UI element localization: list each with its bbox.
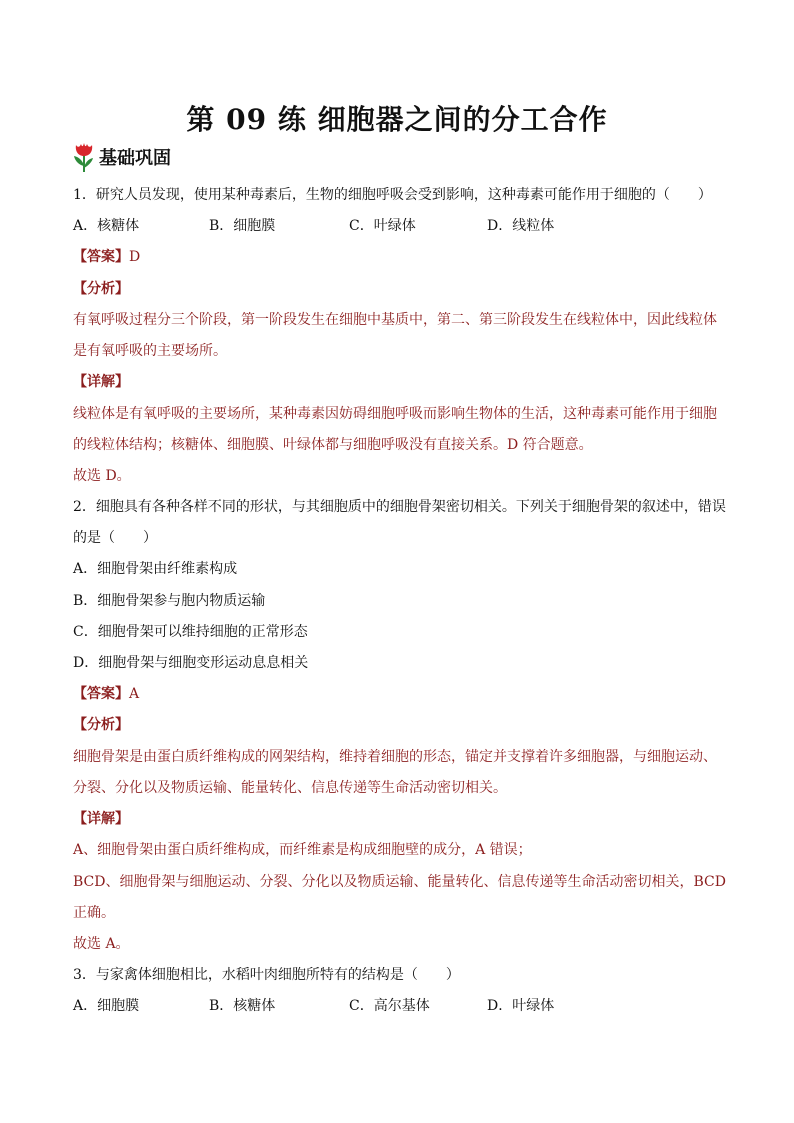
q3-stem: 3．与家禽体细胞相比，水稻叶肉细胞所特有的结构是（ ） — [73, 967, 460, 983]
q3-option-a: A．细胞膜 — [73, 998, 140, 1014]
q1-option-b: B．细胞膜 — [209, 218, 276, 234]
q1-analysis-line-1: 有氧呼吸过程分三个阶段，第一阶段发生在细胞中基质中，第二、第三阶段发生在线粒体中，因此线粒体 — [73, 312, 717, 328]
q1-analysis-tag: 【分析】 — [73, 281, 129, 297]
q2-option-b: B．细胞骨架参与胞内物质运输 — [73, 593, 266, 609]
page-title: 第 09 练 细胞器之间的分工合作 — [186, 103, 608, 136]
q2-detail-line-2: BCD、细胞骨架与细胞运动、分裂、分化以及物质运输、能量转化、信息传递等生命活动密切相关，BCD — [73, 874, 726, 890]
q1-option-a: A．核糖体 — [73, 218, 140, 234]
q3-option-d: D．叶绿体 — [487, 998, 555, 1014]
q2-detail-line-3: 正确。 — [73, 905, 115, 921]
q1-detail-line-2: 的线粒体结构；核糖体、细胞膜、叶绿体都与细胞呼吸没有直接关系。D 符合题意。 — [73, 437, 593, 453]
q3-option-c: C．高尔基体 — [349, 998, 430, 1014]
section-header — [73, 141, 171, 173]
q1-answer-tag: 【答案】 — [73, 249, 129, 265]
q2-stem-line-2: 的是（ ） — [73, 530, 157, 546]
section-label: 基础巩固 — [99, 148, 171, 169]
tulip-icon — [73, 141, 95, 173]
q1-conclusion: 故选 D。 — [73, 468, 131, 484]
q2-answer — [73, 684, 139, 704]
q2-answer-value: A — [129, 686, 140, 702]
q2-analysis-tag: 【分析】 — [73, 717, 129, 733]
q1-analysis-line-2: 是有氧呼吸的主要场所。 — [73, 343, 227, 359]
q2-analysis-line-2: 分裂、分化以及物质运输、能量转化、信息传递等生命活动密切相关。 — [73, 780, 507, 796]
q2-detail-tag: 【详解】 — [73, 811, 129, 827]
q2-analysis-line-1: 细胞骨架是由蛋白质纤维构成的网架结构，维持着细胞的形态，锚定并支撑着许多细胞器，与细胞运动、 — [73, 749, 717, 765]
q1-detail-line-1: 线粒体是有氧呼吸的主要场所，某种毒素因妨碍细胞呼吸而影响生物体的生活，这种毒素可能作用于细胞 — [73, 406, 717, 422]
q2-option-d: D．细胞骨架与细胞变形运动息息相关 — [73, 655, 309, 671]
q1-answer — [73, 247, 140, 267]
q1-stem: 1．研究人员发现，使用某种毒素后，生物的细胞呼吸会受到影响，这种毒素可能作用于细胞的（ ） — [73, 187, 712, 203]
q2-option-a: A．细胞骨架由纤维素构成 — [73, 561, 238, 577]
q2-stem-line-1: 2．细胞具有各种各样不同的形状，与其细胞质中的细胞骨架密切相关。下列关于细胞骨架的叙述中，错误 — [73, 499, 726, 515]
q1-option-d: D．线粒体 — [487, 218, 555, 234]
q2-detail-line-1: A、细胞骨架由蛋白质纤维构成，而纤维素是构成细胞壁的成分，A 错误； — [73, 842, 532, 858]
q2-answer-tag: 【答案】 — [73, 686, 129, 702]
q2-option-c: C．细胞骨架可以维持细胞的正常形态 — [73, 624, 308, 640]
q1-detail-tag: 【详解】 — [73, 374, 129, 390]
q3-option-b: B．核糖体 — [209, 998, 276, 1014]
q1-option-c: C．叶绿体 — [349, 218, 416, 234]
q1-answer-value: D — [129, 249, 141, 265]
q2-conclusion: 故选 A。 — [73, 936, 130, 952]
